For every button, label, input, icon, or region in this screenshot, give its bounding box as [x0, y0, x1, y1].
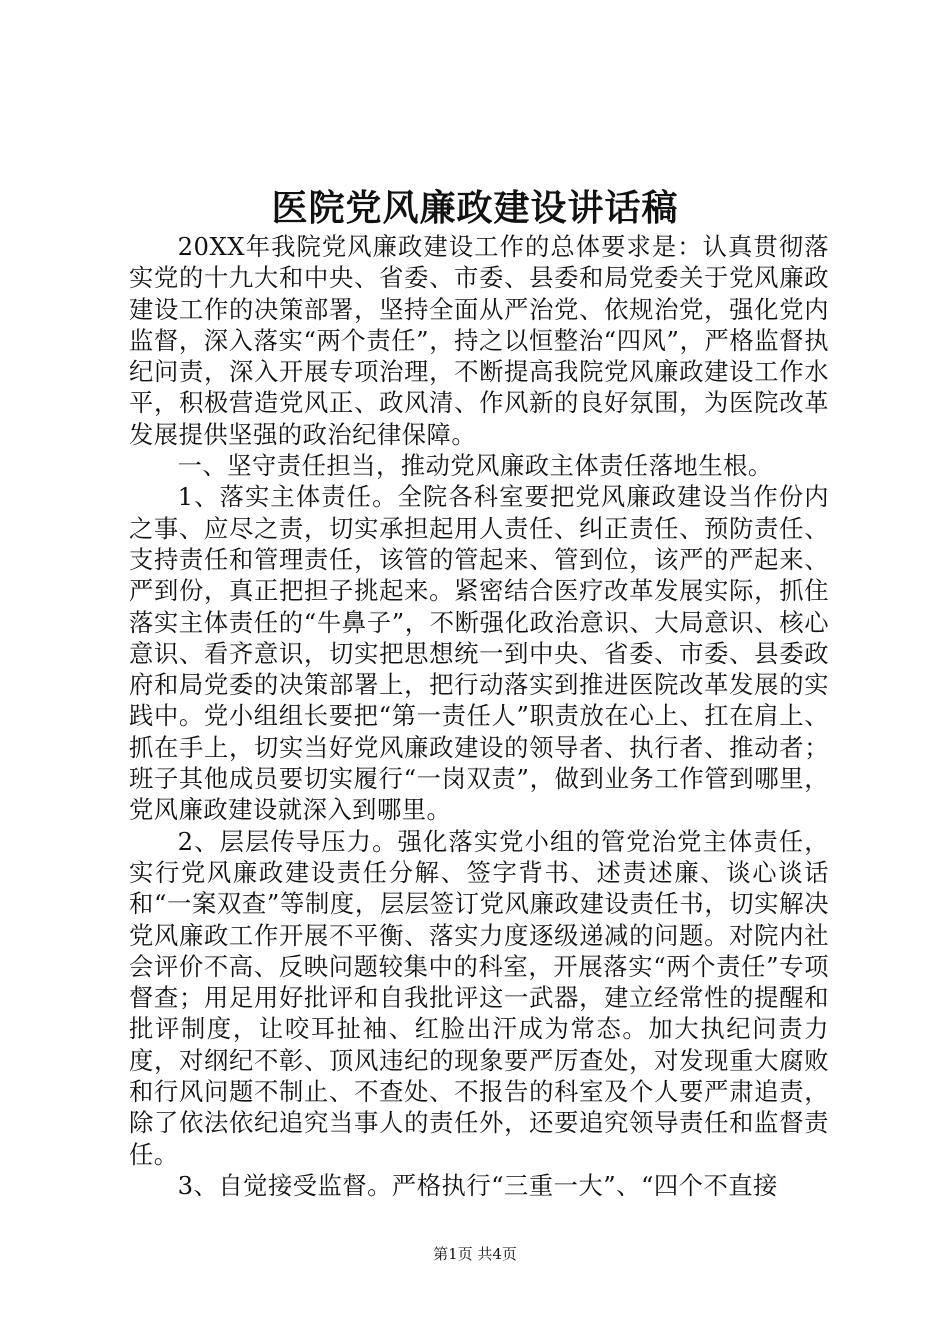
document-title: 医院党风廉政建设讲话稿 — [271, 187, 679, 229]
paragraph-item-2: 2、层层传导压力。强化落实党小组的管党治党主体责任，实行党风廉政建设责任分解、签字背书、述责述廉、谈心谈话和“一案双查”等制度，层层签订党风廉政建设责任书，切实解决党风廉政工作开展不平衡、落实力度逐级递减的问题。对院内社会评价不高、反映问题较集中的科室，开展落实“两个责任”专项督查；用足用好批评和自我批评这一武器，建立经常性的提醒和批评制度，让咬耳扯袖、红脸出汗成为常态。加大执纪问责力度，对纲纪不彰、顶风违纪的现象要严厉查处，对发现重大腐败和行风问题不制止、不查处、不报告的科室及个人要严肃追责，除了依法依纪追究当事人的责任外，还要追究领导责任和监督责任。 — [129, 826, 829, 1169]
paragraph-section-heading: 一、坚守责任担当，推动党风廉政主体责任落地生根。 — [177, 451, 773, 481]
paragraph-item-1: 1、落实主体责任。全院各科室要把党风廉政建设当作份内之事、应尽之责，切实承担起用人责任、纠正责任、预防责任、支持责任和管理责任，该管的管起来、管到位，该严的严起来、严到份，真正把担子挑起来。紧密结合医疗改革发展实际，抓住落实主体责任的“牛鼻子”，不断强化政治意识、大局意识、核心意识、看齐意识，切实把思想统一到中央、省委、市委、县委政府和局党委的决策部署上，把行动落实到推进医院改革发展的实践中。党小组组长要把“第一责任人”职责放在心上、扛在肩上、抓在手上，切实当好党风廉政建设的领导者、执行者、推动者；班子其他成员要切实履行“一岗双责”，做到业务工作管到哪里，党风廉政建设就深入到哪里。 — [129, 482, 829, 825]
page-number-footer: 第1页 共4页 — [433, 1245, 517, 1263]
paragraph-intro: 20XX年我院党风廉政建设工作的总体要求是：认真贯彻落实党的十九大和中央、省委、市委、县委和局党委关于党风廉政建设工作的决策部署，坚持全面从严治党、依规治党，强化党内监督，深入落实“两个责任”，持之以恒整治“四风”，严格监督执纪问责，深入开展专项治理，不断提高我院党风廉政建设工作水平，积极营造党风正、政风清、作风新的良好氛围，为医院改革发展提供坚强的政治纪律保障。 — [129, 232, 829, 449]
paragraph-item-3: 3、自觉接受监督。严格执行“三重一大”、“四个不直接 — [177, 1170, 778, 1200]
document-body — [129, 231, 829, 1201]
